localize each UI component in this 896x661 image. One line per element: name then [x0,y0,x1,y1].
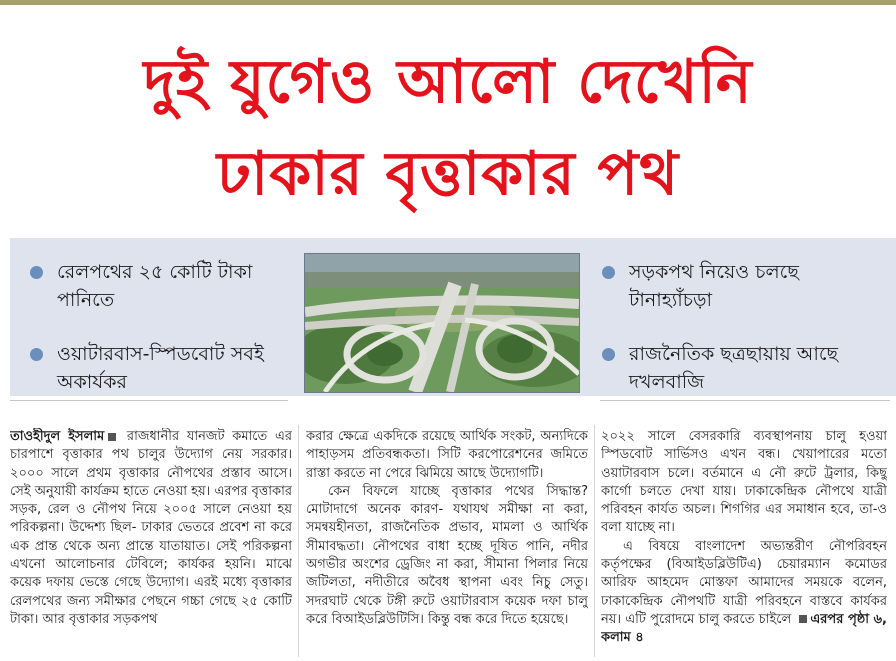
column-separator [594,425,595,657]
highlight-text: সড়কপথ নিয়েও চলছে টানাহ্যাঁচড়া [629,261,799,311]
headline-line-1: দুই যুগেও আলো দেখেনি [143,47,753,117]
byline: তাওহীদুল ইসলাম [10,429,105,444]
highlight-right-2 [602,340,882,396]
highlight-right-1 [602,258,872,314]
article-column-2 [306,428,588,660]
square-marker-icon [799,615,807,623]
bullet-dot-icon [602,266,615,279]
flyover-aerial-photo [304,253,580,393]
continued-on-page: এরপর পৃষ্ঠা ৬, কলাম ৪ [601,611,887,646]
highlight-text: ওয়াটারবাস-স্পিডবোট সবই অকার্যকর [57,343,264,393]
highlight-text: রেলপথের ২৫ কোটি টাকা পানিতে [57,261,253,311]
divider-left [10,400,288,401]
column-2-paragraph-2: কেন বিফলে যাচ্ছে বৃত্তাকার পথের সিদ্ধান্ত? মোটাদাগে অনেক কারণ- যথাযথ সমীক্ষা না করা, সমন্বয়হীনতা, রাজনৈতিক প্রভাব, মামলা ও আর্থিক সীমাবদ্ধতা। নৌপথের বাধা হচ্ছে দূষিত পানি, নদীর অগভীর অংশের ড্রেজিং না করা, সীমানা পিলার নিয়ে জটিলতা, নদীতীরে অবৈধ স্থাপনা এবং নিচু সেতু। সদরঘাট থেকে টঙ্গী রুটে ওয়াটারবাস কয়েক দফা চালু করে বিআইডব্লিউটিসি। কিন্তু বন্ধ করে দিতে হয়েছে। [306,483,588,627]
divider-right [600,400,890,401]
bullet-dot-icon [30,348,43,361]
column-3-paragraph-1: ২০২২ সালে বেসরকারি ব্যবস্থাপনায় চালু হওয়া স্পিডবোট সার্ভিসও এখন বন্ধ। খেয়াপারের মতো ওয়াটারবাস চলে। বর্তমানে এ নৌ রুটে ট্রলার, কিছু কার্গো চলতে দেখা যায়। ঢাকাকেন্দ্রিক নৌপথে যাত্রী পরিবহন কার্যত অচল। শিগগির এর সমাধান হবে, তা-ও বলা যাচ্ছে না। [601,429,887,536]
bullet-dot-icon [30,266,43,279]
square-marker-icon [108,433,116,441]
bullet-dot-icon [602,348,615,361]
column-separator [298,425,299,657]
article-column-3 [601,428,887,660]
article-column-1 [10,428,292,660]
highlight-left-2 [30,340,290,396]
headline-line-2: ঢাকার বৃত্তাকার পথ [216,139,680,209]
highlight-left-1 [30,258,290,314]
column-1-text: রাজধানীর যানজট কমাতে এর চারপাশে বৃত্তাকার পথ চালুর উদ্যোগ নেয় সরকার। ২০০০ সালে প্রথম বৃত্তাকার নৌপথের প্রস্তাব আসে। সেই অনুযায়ী কার্যক্রম হাতে নেওয়া হয়। এরপর বৃত্তাকার সড়ক, রেল ও নৌপথ নিয়ে ২০০৫ সালে নেওয়া হয় পরিকল্পনা। উদ্দেশ্য ছিল- ঢাকার ভেতরে প্রবেশ না করে এক প্রান্ত থেকে অন্য প্রান্তে যাতায়াত। সেই পরিকল্পনা এখনো আলোচনার টেবিলে; কার্যকর হয়নি। মাঝে কয়েক দফায় ভেস্তে গেছে উদ্যোগ। এরই মধ্যে বৃত্তাকার রেলপথের জন্য সমীক্ষার পেছনে গচ্চা গেছে ২৫ কোটি টাকা। আর বৃত্তাকার সড়কপথ [10,429,292,627]
highlight-text: রাজনৈতিক ছত্রছায়ায় আছে দখলবাজি [629,343,839,393]
top-rule [0,0,896,5]
column-3-paragraph-2: এ বিষয়ে বাংলাদেশ অভ্যন্তরীণ নৌপরিবহন কর্তৃপক্ষের (বিআইডব্লিউটিএ) চেয়ারম্যান কমোডর আরিফ আহমেদ মোস্তফা আমাদের সময়কে বলেন, ঢাকাকেন্দ্রিক নৌপথটি যাত্রী পরিবহনে বাস্তবে কার্যকর নয়। এটি পুরোদমে চালু করতে চাইলে [601,538,887,627]
column-2-paragraph-1: করার ক্ষেত্রে একদিকে রয়েছে আর্থিক সংকট, অন্যদিকে পাহাড়সম প্রতিবন্ধকতা। সিটি করপোরেশনের জমিতে রাস্তা করতে না পেরে ঝিমিয়ে আছে উদ্যোগটি। [306,429,588,481]
